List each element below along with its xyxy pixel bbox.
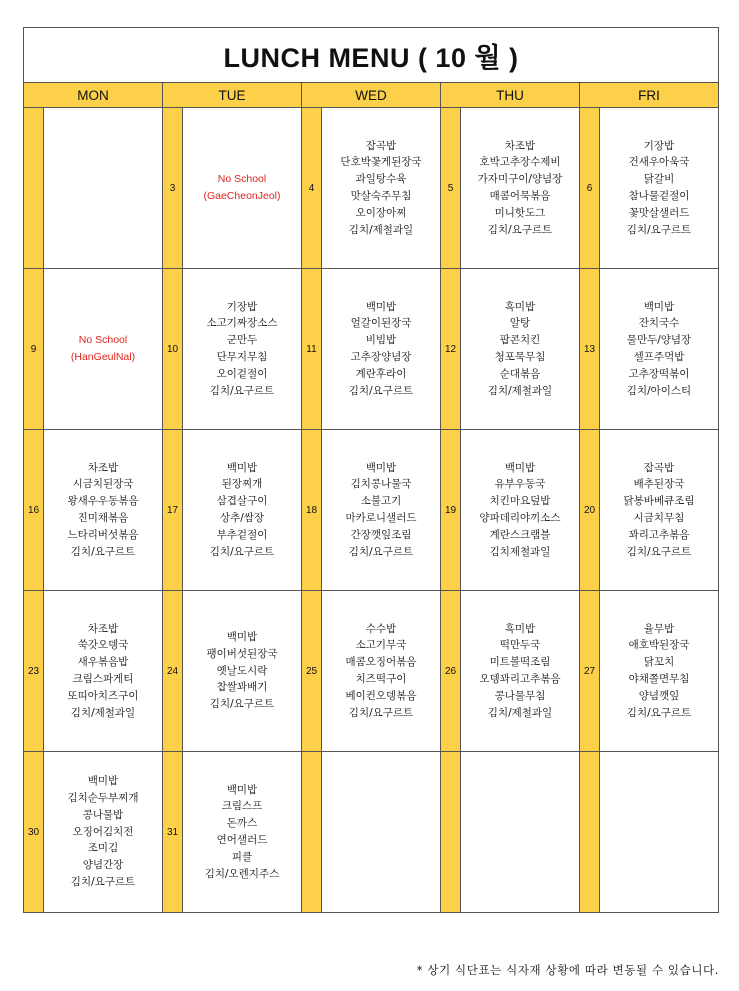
menu-item: 소고기짜장소스 [206, 317, 278, 330]
menu-item: 배추된장국 [633, 478, 685, 491]
menu-cell [44, 269, 163, 430]
menu-item: 오뎅꽈리고추볶음 [479, 673, 561, 685]
date-number: 11 [302, 269, 322, 430]
menu-item: 김치/요구르트 [626, 706, 692, 719]
date-number: 31 [163, 752, 183, 913]
date-number: 4 [302, 108, 322, 269]
menu-cell [183, 591, 302, 752]
menu-item: 흑미밥 [504, 622, 536, 635]
menu-item: 단무지무침 [216, 351, 268, 363]
menu-item: 율무밥 [643, 622, 675, 635]
menu-item: 백미밥 [365, 300, 397, 313]
menu-item: 건새우아욱국 [628, 156, 690, 169]
date-number: 27 [580, 591, 600, 752]
menu-item: 피클 [231, 850, 253, 863]
menu-cell [44, 108, 163, 269]
menu-item: 마카로니샐러드 [345, 512, 417, 524]
menu-item: 시금치무침 [633, 512, 685, 524]
menu-item: 고추장양념장 [350, 351, 412, 363]
menu-item: 잡곡밥 [643, 461, 675, 474]
menu-item: 호박고추장수제비 [479, 156, 561, 169]
date-number: 6 [580, 108, 600, 269]
menu-item: 잔치국수 [638, 317, 680, 330]
menu-item: 베이컨오뎅볶음 [345, 689, 417, 702]
footnote: * 상기 식단표는 식자재 상황에 따라 변동될 수 있습니다. [416, 963, 719, 977]
menu-item: 비빔밥 [365, 334, 397, 347]
menu-item: 미트볼떡조림 [489, 656, 551, 669]
menu-item: 김치콩나물국 [350, 478, 412, 491]
day-header-fri: FRI [580, 83, 719, 108]
menu-cell [183, 108, 302, 269]
menu-cell [600, 269, 719, 430]
calendar-body [24, 108, 719, 913]
menu-item: 치킨마요덮밥 [489, 495, 551, 508]
menu-item: 왕새우우동볶음 [67, 495, 139, 508]
menu-item: 백미밥 [504, 461, 536, 474]
menu-item: 김치순두부찌개 [67, 792, 139, 804]
day-header-tue: TUE [163, 83, 302, 108]
week-row [24, 108, 719, 269]
menu-item: 김치/요구르트 [348, 706, 414, 719]
date-number: 30 [24, 752, 44, 913]
menu-cell [461, 591, 580, 752]
date-number: 17 [163, 430, 183, 591]
menu-item: 양파데리야끼소스 [479, 512, 561, 524]
week-row [24, 591, 719, 752]
menu-item: 조미김 [87, 842, 119, 855]
menu-item: 김치/오렌지주스 [204, 867, 280, 880]
menu-item: 김치/요구르트 [209, 384, 275, 397]
menu-item: 콩나물무침 [494, 689, 546, 702]
date-number: 18 [302, 430, 322, 591]
menu-item: 치즈떡구이 [355, 673, 407, 685]
menu-cell [600, 591, 719, 752]
menu-item: 김치/제철과일 [70, 706, 136, 719]
menu-item: 닭꼬치 [643, 656, 675, 669]
menu-item: 고추장떡볶이 [628, 367, 690, 380]
menu-item: 차조밥 [504, 139, 536, 152]
menu-item: 미니핫도그 [494, 206, 546, 219]
menu-cell [322, 752, 441, 913]
menu-item: 상추/쌈장 [219, 512, 265, 524]
menu-item: 백미밥 [226, 461, 258, 474]
menu-item: 김치/아이스티 [626, 384, 692, 397]
menu-item: 김치/요구르트 [348, 384, 414, 397]
menu-item: 차조밥 [87, 461, 119, 474]
menu-cell [461, 108, 580, 269]
menu-cell [183, 752, 302, 913]
menu-cell [44, 752, 163, 913]
menu-cell [44, 591, 163, 752]
menu-item: 소불고기 [360, 495, 402, 508]
menu-item: 닭갈비 [643, 173, 675, 186]
menu-item: 계란후라이 [355, 367, 407, 380]
menu-item: 백미밥 [226, 783, 258, 796]
menu-item: 김치/제철과일 [348, 223, 414, 236]
menu-item: 백미밥 [643, 300, 675, 313]
menu-item: 김치/요구르트 [70, 545, 136, 558]
menu-item: 옛날도시락 [216, 664, 268, 677]
week-row [24, 269, 719, 430]
menu-item: 연어샐러드 [216, 834, 268, 846]
lunch-menu-table [23, 27, 719, 913]
menu-item: 매콤오징어볶음 [345, 656, 417, 669]
menu-item: 크림스파게티 [72, 673, 134, 685]
menu-item: 양념간장 [82, 859, 124, 872]
menu-item: 된장찌개 [221, 478, 263, 491]
menu-item: 팽이버섯된장국 [206, 647, 278, 660]
menu-item: 얼갈이된장국 [350, 317, 412, 330]
day-header-mon: MON [24, 83, 163, 108]
menu-item: 백미밥 [365, 461, 397, 474]
menu-item: 닭봉바베큐조림 [623, 495, 695, 508]
menu-item: 시금치된장국 [72, 478, 134, 491]
menu-cell [322, 108, 441, 269]
menu-item: 김치/요구르트 [487, 223, 553, 236]
menu-item: 진미채볶음 [77, 512, 129, 524]
menu-item: 소고기무국 [355, 639, 407, 652]
menu-item: 김치/제철과일 [487, 706, 553, 719]
menu-item: 김치/요구르트 [626, 545, 692, 558]
menu-item: 단호박꽃게된장국 [340, 156, 422, 169]
menu-cell [322, 591, 441, 752]
menu-item: 셀프주먹밥 [633, 351, 685, 363]
menu-item: 김치/제철과일 [487, 384, 553, 397]
menu-item: 크림스프 [221, 800, 263, 813]
holiday-note: (GaeCheonJeol) [203, 190, 281, 202]
menu-cell [600, 752, 719, 913]
menu-item: 참나물겉절이 [628, 190, 690, 202]
date-number: 26 [441, 591, 461, 752]
menu-item: 수수밥 [365, 622, 397, 635]
menu-cell [600, 430, 719, 591]
date-number: 10 [163, 269, 183, 430]
day-header-thu: THU [441, 83, 580, 108]
menu-item: 김치/요구르트 [209, 698, 275, 711]
menu-item: 잡곡밥 [365, 139, 397, 152]
menu-item: 김치/요구르트 [348, 545, 414, 558]
menu-item: 오이겉절이 [216, 367, 268, 380]
menu-item: 부추겉절이 [216, 528, 268, 541]
menu-item: 돈까스 [226, 817, 258, 830]
menu-item: 유부우동국 [494, 478, 546, 491]
menu-item: 백미밥 [226, 631, 258, 643]
menu-cell [461, 430, 580, 591]
menu-cell [183, 430, 302, 591]
date-number [24, 108, 44, 269]
week-row [24, 752, 719, 913]
week-row [24, 430, 719, 591]
date-number [302, 752, 322, 913]
menu-item: 김치/요구르트 [626, 223, 692, 236]
date-number [441, 752, 461, 913]
holiday-note: (HanGeulNal) [70, 351, 136, 363]
menu-item: 떡만두국 [499, 639, 541, 652]
holiday-note: No School [78, 334, 128, 347]
menu-item: 양념깻잎 [638, 689, 680, 702]
date-number: 9 [24, 269, 44, 430]
menu-cell [44, 430, 163, 591]
menu-item: 김치/요구르트 [209, 545, 275, 558]
menu-item: 김치/요구르트 [70, 875, 136, 888]
menu-item: 기장밥 [643, 139, 675, 152]
menu-item: 군만두 [226, 334, 258, 347]
menu-cell [183, 269, 302, 430]
menu-item: 백미밥 [87, 775, 119, 788]
menu-cell [322, 430, 441, 591]
menu-item: 청포묵무침 [494, 351, 546, 363]
menu-item: 기장밥 [226, 300, 258, 313]
menu-item: 물만두/양념장 [626, 334, 692, 347]
date-number [580, 752, 600, 913]
menu-item: 꽃맛살샐러드 [628, 206, 690, 219]
menu-item: 팝콘치킨 [499, 334, 541, 347]
date-number: 19 [441, 430, 461, 591]
menu-item: 간장깻잎조림 [350, 528, 412, 541]
menu-item: 삼겹살구이 [216, 495, 268, 508]
menu-cell [461, 269, 580, 430]
date-number: 5 [441, 108, 461, 269]
menu-item: 과일탕수육 [355, 173, 407, 186]
menu-item: 가자미구이/양념장 [477, 173, 563, 186]
menu-item: 순대볶음 [499, 367, 541, 380]
date-number: 13 [580, 269, 600, 430]
menu-item: 쑥갓오뎅국 [77, 639, 129, 652]
menu-item: 맛살숙주무침 [350, 190, 412, 202]
menu-item: 또띠아치즈구이 [67, 689, 139, 702]
date-number: 23 [24, 591, 44, 752]
date-number: 3 [163, 108, 183, 269]
menu-cell [322, 269, 441, 430]
menu-item: 야채쫄면무침 [628, 673, 690, 685]
date-number: 12 [441, 269, 461, 430]
menu-item: 흑미밥 [504, 300, 536, 313]
menu-item: 계란스크램블 [489, 528, 551, 541]
date-number: 16 [24, 430, 44, 591]
menu-item: 느타리버섯볶음 [67, 528, 139, 541]
menu-item: 차조밥 [87, 622, 119, 635]
holiday-note: No School [217, 173, 267, 186]
menu-item: 매콤어묵볶음 [489, 190, 551, 202]
menu-item: 오징어김치전 [72, 825, 134, 838]
menu-item: 꽈리고추볶음 [628, 528, 690, 541]
menu-item: 콩나물밥 [82, 808, 124, 821]
day-header-wed: WED [302, 83, 441, 108]
menu-cell [600, 108, 719, 269]
date-number: 20 [580, 430, 600, 591]
menu-item: 알탕 [509, 317, 531, 330]
date-number: 24 [163, 591, 183, 752]
menu-item: 새우볶음밥 [77, 656, 129, 669]
menu-item: 찹쌀꽈배기 [216, 681, 268, 694]
menu-title: LUNCH MENU ( 10 월 ) [24, 28, 719, 83]
menu-cell [461, 752, 580, 913]
menu-item: 오이장아찌 [355, 206, 407, 219]
date-number: 25 [302, 591, 322, 752]
menu-item: 애호박된장국 [628, 639, 690, 652]
menu-item: 김치제철과일 [489, 545, 551, 558]
